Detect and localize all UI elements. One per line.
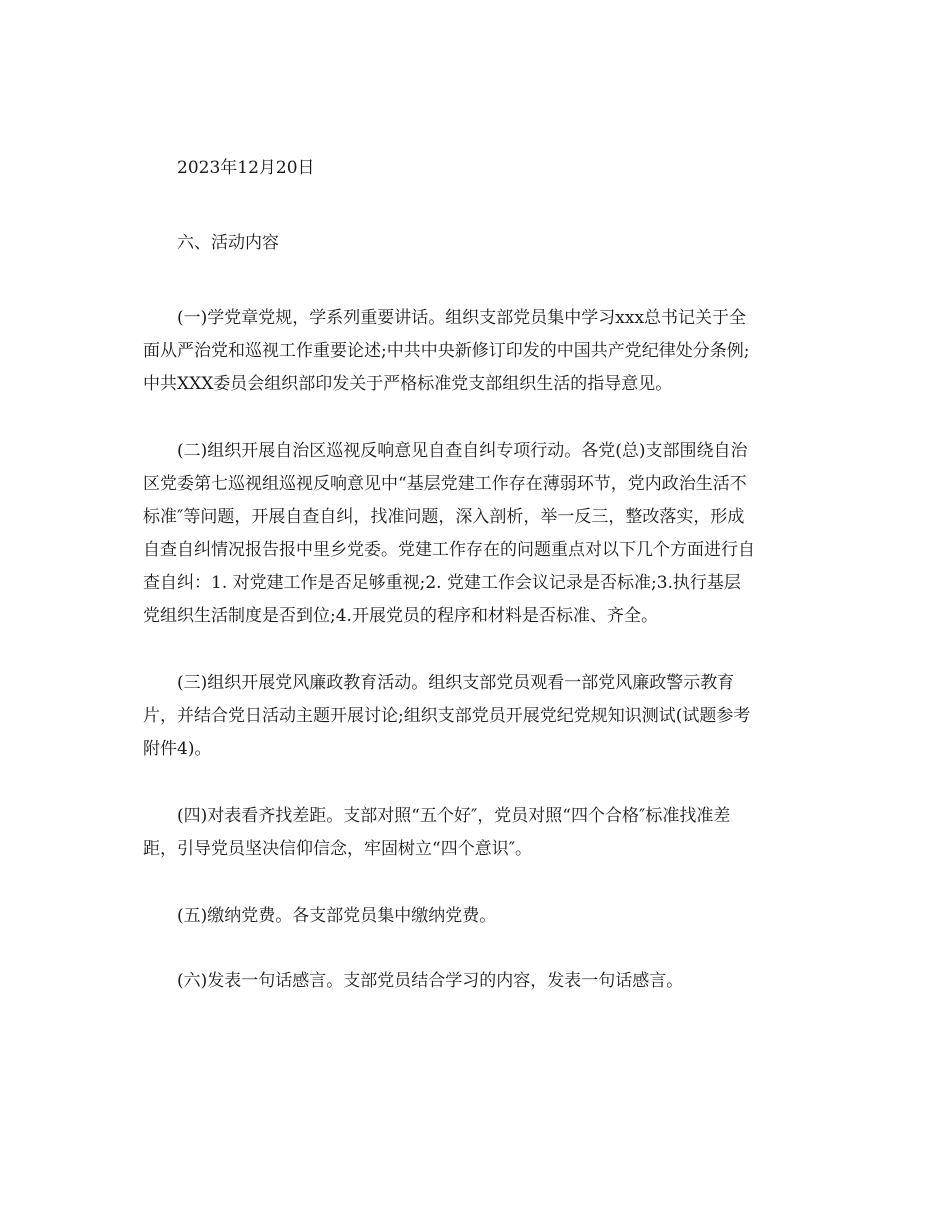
paragraph-line: (一)学党章党规，学系列重要讲话。组织支部党员集中学习xxx总书记关于全 — [177, 308, 747, 328]
paragraph-line: 标准″等问题，开展自查自纠，找准问题，深入剖析，举一反三，整改落实，形成 — [143, 507, 745, 527]
paragraph-5 — [143, 900, 809, 933]
paragraph-3 — [143, 667, 809, 766]
paragraph-2 — [143, 435, 809, 633]
paragraph-line: 自查自纠情况报告报中里乡党委。党建工作存在的问题重点对以下几个方面进行自 — [143, 540, 755, 560]
paragraph-line: 附件4)。 — [143, 739, 212, 759]
paragraph-line: 中共XXX委员会组织部印发关于严格标准党支部组织生活的指导意见。 — [143, 374, 673, 394]
paragraph-line: 查自纠：1. 对党建工作是否足够重视;2. 党建工作会议记录是否标准;3.执行基层 — [143, 573, 741, 593]
paragraph-line: (四)对表看齐找差距。支部对照“五个好″，党员对照“四个合格″标准找准差 — [177, 806, 731, 826]
paragraph-line: 面从严治党和巡视工作重要论述;中共中央新修订印发的中国共产党纪律处分条例; — [143, 341, 750, 361]
paragraph-line: 距，引导党员坚决信仰信念，牢固树立“四个意识″。 — [143, 839, 533, 859]
paragraph-line: (六)发表一句话感言。支部党员结合学习的内容，发表一句话感言。 — [177, 971, 684, 991]
paragraph-line: 区党委第七巡视组巡视反响意见中“基层党建工作存在薄弱环节，党内政治生活不 — [143, 474, 747, 494]
paragraph-6 — [143, 965, 809, 998]
paragraph-4 — [143, 800, 809, 866]
paragraph-line: (五)缴纳党费。各支部党员集中缴纳党费。 — [177, 906, 497, 926]
section-heading: 六、活动内容 — [177, 233, 279, 253]
paragraph-1 — [143, 302, 809, 401]
document-body — [143, 152, 809, 1026]
paragraph-line: 片，并结合党日活动主题开展讨论;组织支部党员开展党纪党规知识测试(试题参考 — [143, 706, 751, 726]
document-date: 2023年12月20日 — [177, 158, 315, 178]
paragraph-line: (三)组织开展党风廉政教育活动。组织支部党员观看一部党风廉政警示教育 — [177, 673, 735, 693]
paragraph-line: 党组织生活制度是否到位;4.开展党员的程序和材料是否标准、齐全。 — [143, 606, 658, 626]
paragraph-line: (二)组织开展自治区巡视反响意见自查自纠专项行动。各党(总)支部围绕自治 — [177, 441, 748, 461]
